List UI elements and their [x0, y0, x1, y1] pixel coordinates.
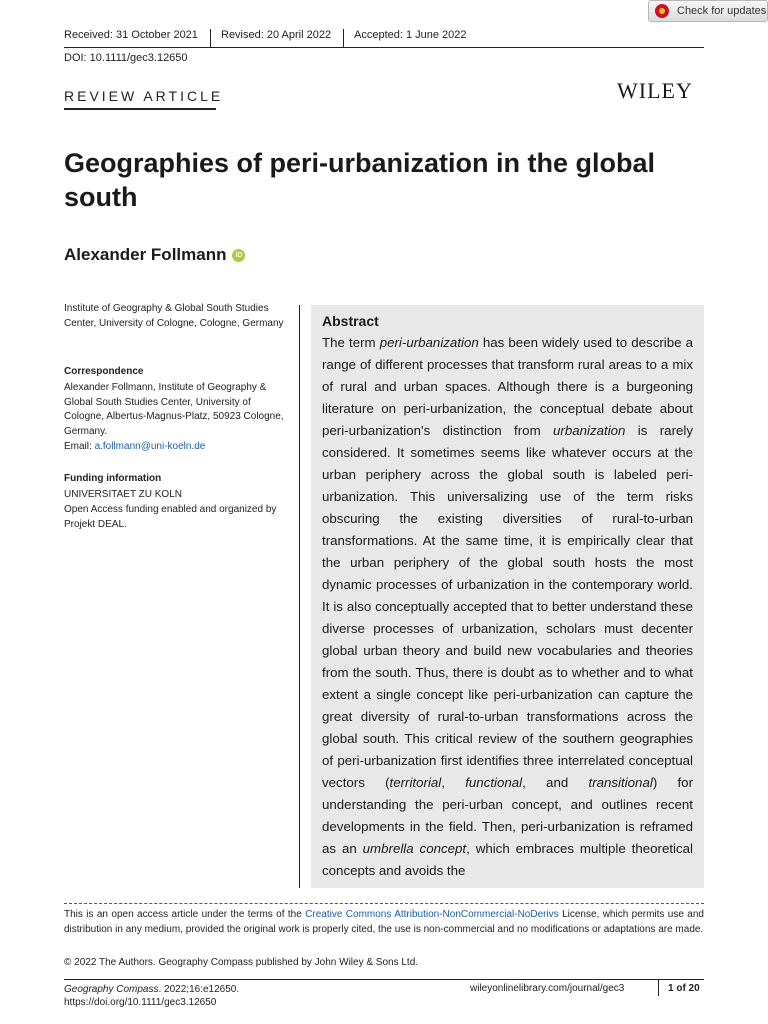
article-dates: [64, 29, 704, 47]
footnote-divider: [64, 903, 704, 904]
abstract-heading: Abstract: [322, 313, 379, 329]
orcid-icon[interactable]: iD: [232, 249, 245, 262]
affiliation: Institute of Geography & Global South Studies Center, University of Cologne, Cologne, Germany: [64, 303, 284, 329]
correspondence-text: Alexander Follmann, Institute of Geography & Global South Studies Center, University of Cologne, Albertus-Magnus-Platz, 50923 Cologne, Germany.: [64, 382, 284, 437]
check-for-updates-label: Check for updates: [677, 5, 767, 17]
journal-site[interactable]: wileyonlinelibrary.com/journal/gec3: [470, 983, 625, 994]
divider: [343, 29, 344, 47]
footer-rule: [64, 979, 704, 980]
funding-org: UNIVERSITAET ZU KOLN: [64, 489, 182, 500]
footer-divider: [658, 980, 659, 996]
page-number: 1 of 20: [668, 983, 700, 994]
article-type: REVIEW ARTICLE: [64, 88, 224, 104]
author-line: [64, 245, 245, 265]
abstract-text: The term peri-urbanization has been widely used to describe a range of different processes that transform rural areas to a mix of rural and urban spaces. Although there is a burgeoning literature on peri-urbanization, the conceptual debate about peri-urbanization's distinction from urbanization is rarely considered. It sometimes seems like whatever occurs at the urban periphery across the global south is labeled peri-urbanization. This universalizing use of the term risks obscuring the existing diversities of rural-to-urban transformations. At the same time, it is empirically clear that the urban periphery of the global south hosts the most dynamic processes of urbanization in the contemporary world. It is also conceptually accepted that to better understand these diverse processes of urbanization, scholars must decenter global urban theory and build new vocabularies and theories from the south. Thus, there is doubt as to whether and to what extent a single concept like peri-urbanization can capture the great diversity of rural-to-urban transformations across the global south. This critical review of the southern geographies of peri-urbanization first identifies three interrelated conceptual vectors (territorial, functional, and transitional) for understanding the peri-urban concept, and outlines recent developments in the field. Then, peri-urbanization is reframed as an umbrella concept, which embraces multiple theoretical concepts and avoids the: [322, 335, 694, 878]
received-date: Received: 31 October 2021: [64, 29, 198, 41]
email-link[interactable]: a.follmann@uni-koeln.de: [94, 441, 206, 452]
accepted-date: Accepted: 1 June 2022: [354, 29, 467, 41]
correspondence-heading: Correspondence: [64, 366, 144, 377]
check-for-updates-button[interactable]: [648, 0, 768, 22]
column-divider: [299, 305, 300, 888]
article-title: Geographies of peri-urbanization in the global south: [64, 148, 656, 212]
header-rule: [64, 47, 704, 48]
copyright: © 2022 The Authors. Geography Compass published by John Wiley & Sons Ltd.: [64, 957, 419, 968]
publisher-logo: WILEY: [617, 78, 693, 103]
article-type-underline: [64, 108, 216, 110]
license-link[interactable]: Creative Commons Attribution-NonCommercial-NoDerivs: [305, 909, 559, 920]
divider: [210, 29, 211, 47]
doi[interactable]: DOI: 10.1111/gec3.12650: [64, 52, 188, 64]
doi-url[interactable]: https://doi.org/10.1111/gec3.12650: [64, 997, 217, 1008]
email-line: Email: a.follmann@uni-koeln.de: [64, 441, 206, 452]
revised-date: Revised: 20 April 2022: [221, 29, 332, 41]
funding-heading: Funding information: [64, 473, 162, 484]
citation: Geography Compass. 2022;16:e12650. https://doi.org/10.1111/gec3.12650: [64, 984, 240, 1008]
license-note: This is an open access article under the terms of the Creative Commons Attribution-NonCommercial-NoDerivs License, which permits use and distribution in any medium, provided the original work is properly cited, the use is non-commercial and no modifications or adaptations are made.: [64, 909, 704, 935]
funding-text: Open Access funding enabled and organized by Projekt DEAL.: [64, 504, 277, 530]
crossmark-icon: [655, 4, 669, 18]
author-name[interactable]: Alexander Follmann: [64, 245, 227, 264]
abstract-box: [311, 305, 704, 888]
